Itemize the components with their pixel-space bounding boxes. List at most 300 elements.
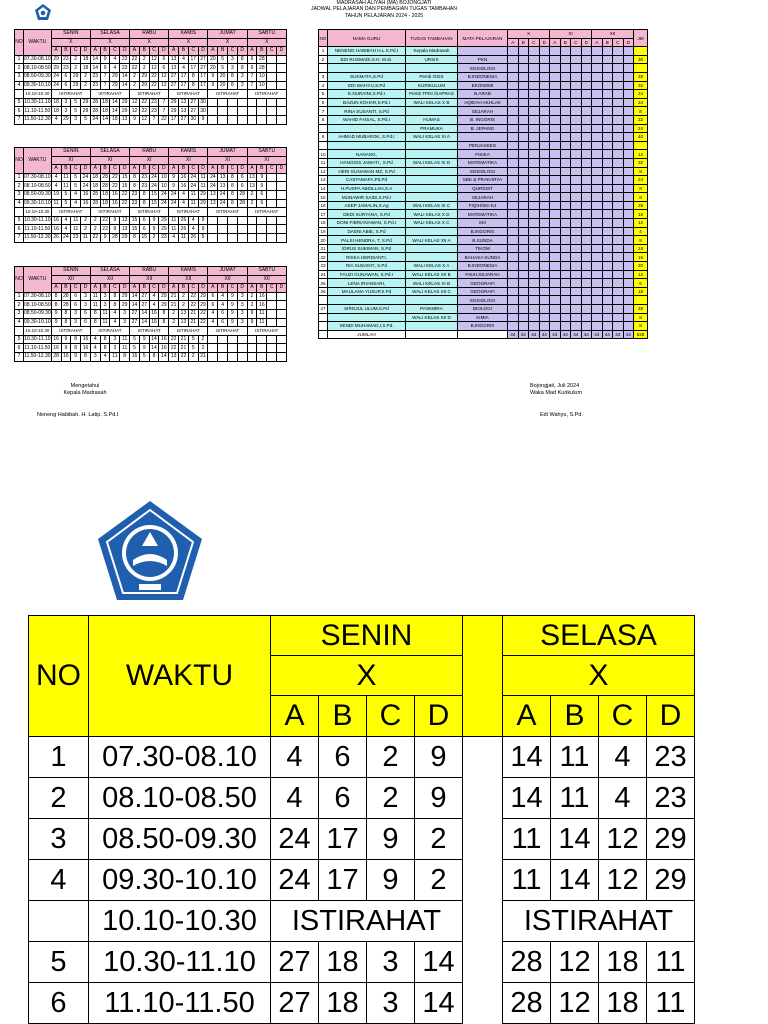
mini-code-cell: 29 xyxy=(81,107,91,116)
mini-code-cell xyxy=(267,173,277,182)
teacher-load-cell xyxy=(560,98,571,107)
mini-code-cell: 28 xyxy=(90,190,100,199)
teacher-total-row xyxy=(319,330,648,339)
teacher-load-cell xyxy=(560,150,571,159)
teacher-code-cell: 9 xyxy=(415,778,463,819)
mini-code-cell: 27 xyxy=(188,98,198,107)
mini-code-cell: 13 xyxy=(169,64,179,73)
teacher-jm: 30 xyxy=(634,55,648,64)
mini-code-cell: 23 xyxy=(120,55,130,64)
teacher-load-cell xyxy=(602,296,613,305)
mini-code-cell xyxy=(208,225,218,234)
mini-code-cell: 4 xyxy=(51,173,61,182)
teacher-name: BAZUN KOHAR,S.Pd.I xyxy=(328,98,406,107)
mini-class-header: B xyxy=(218,47,228,56)
teacher-row xyxy=(319,313,648,322)
mini-class-header: B xyxy=(139,47,149,56)
mini-code-cell xyxy=(267,344,277,353)
mini-time-slot: 08.50-09.30 xyxy=(24,310,51,317)
teacher-code-cell: 14 xyxy=(415,942,463,983)
mini-day-header: SABTU xyxy=(247,148,286,157)
teacher-subject: BAHASA SUNDA xyxy=(458,253,508,262)
mini-code-cell: 7 xyxy=(159,107,169,116)
teacher-row xyxy=(319,176,648,185)
mini-code-cell: 6 xyxy=(218,309,228,318)
column-gap xyxy=(463,860,503,901)
teacher-load-cell xyxy=(550,124,561,133)
class-header: B xyxy=(551,696,599,737)
mini-code-cell: 18 xyxy=(90,173,100,182)
mini-code-cell: 30 xyxy=(188,115,198,124)
mini-code-cell: 4 xyxy=(110,55,120,64)
mini-day-header: JUMAT xyxy=(208,267,247,276)
mini-code-cell: 11 xyxy=(71,225,81,234)
teacher-task: WALI KELAS XII A xyxy=(406,236,458,245)
mini-code-cell: 3 xyxy=(71,309,81,318)
mini-time-slot: 07.30-08.10 xyxy=(24,293,51,300)
teacher-load-cell xyxy=(529,279,540,288)
mini-code-cell: 8 xyxy=(120,352,130,361)
teacher-number xyxy=(319,141,328,150)
teacher-load-cell xyxy=(560,201,571,210)
teacher-subject: SEJARAH xyxy=(458,193,508,202)
mini-time-slot: 10.10-10.30 xyxy=(25,91,50,97)
teacher-name: RISKA HERDIANTI, xyxy=(328,253,406,262)
teacher-load-cell xyxy=(592,107,603,116)
mini-grade-header: XI xyxy=(169,156,208,165)
mini-code-cell: 7 xyxy=(159,98,169,107)
teacher-load-cell xyxy=(550,81,561,90)
mini-code-cell: 28 xyxy=(100,182,110,191)
mini-break-label: ISTIRAHAT xyxy=(90,208,129,217)
teacher-load-cell xyxy=(571,176,582,185)
mini-class-header: D xyxy=(237,165,247,174)
teacher-load-cell xyxy=(592,158,603,167)
mini-code-cell: 4 xyxy=(110,64,120,73)
mini-code-cell: 29 xyxy=(139,81,149,90)
teacher-load-cell xyxy=(592,287,603,296)
teacher-row xyxy=(319,305,648,314)
mini-code-cell: 8 xyxy=(159,309,169,318)
mini-code-cell: 2 xyxy=(130,81,140,90)
mini-code-cell: 2 xyxy=(81,225,91,234)
teacher-load-cell xyxy=(581,184,592,193)
mini-class-header: B xyxy=(179,165,189,174)
mini-class-header: D xyxy=(237,284,247,293)
teacher-number: 16 xyxy=(320,203,326,209)
teacher-load-cell xyxy=(581,279,592,288)
teacher-number: 23 xyxy=(320,263,326,269)
teacher-load-cell xyxy=(539,141,550,150)
teacher-load-cell xyxy=(508,47,519,56)
teacher-task: WALI KELAS X B xyxy=(406,98,458,107)
teacher-load-cell xyxy=(550,270,561,279)
teacher-load-cell xyxy=(529,167,540,176)
teacher-load-cell xyxy=(581,141,592,150)
teacher-load-cell xyxy=(508,219,519,228)
teacher-load-cell xyxy=(623,107,634,116)
mini-day-header: RABU xyxy=(130,148,169,157)
teacher-load-cell xyxy=(518,133,529,142)
teacher-load-cell xyxy=(571,244,582,253)
mini-class-header: B xyxy=(218,165,228,174)
mini-code-cell: 6 xyxy=(237,173,247,182)
jm-header: JM xyxy=(634,30,648,47)
teacher-class-header: B xyxy=(602,38,613,47)
mini-schedule-row xyxy=(15,81,287,90)
mini-break-label: ISTIRAHAT xyxy=(208,90,247,99)
mini-code-cell xyxy=(228,352,238,361)
mini-code-cell xyxy=(237,98,247,107)
teacher-load-cell xyxy=(518,64,529,73)
teacher-row xyxy=(319,158,648,167)
mini-code-cell: 2 xyxy=(81,72,91,81)
class-header: C xyxy=(367,696,415,737)
teacher-code-cell: 29 xyxy=(647,819,695,860)
mini-class-header: B xyxy=(100,165,110,174)
mini-row-number: 4 xyxy=(15,318,24,327)
mini-code-cell xyxy=(277,301,287,310)
teacher-jm: 28 xyxy=(634,305,648,314)
mini-grade-header: XI xyxy=(208,156,247,165)
mini-code-cell xyxy=(277,190,287,199)
teacher-load-cell xyxy=(623,313,634,322)
teacher-jm: 32 xyxy=(634,115,648,124)
row-number: 1 xyxy=(29,737,89,778)
mini-code-cell: 27 xyxy=(198,64,208,73)
mini-code-cell: 29 xyxy=(51,64,61,73)
mini-class-header: C xyxy=(188,284,198,293)
mini-time-slot: 11.50-12.30 xyxy=(24,116,51,123)
teacher-subject: SKI xyxy=(458,219,508,228)
mini-code-cell: 8 xyxy=(61,309,71,318)
teacher-load-cell xyxy=(508,322,519,331)
mini-code-cell: 8 xyxy=(130,173,140,182)
teacher-task xyxy=(406,141,458,150)
mini-time-slot: 10.30-11.10 xyxy=(24,336,51,343)
mini-code-cell xyxy=(277,72,287,81)
mini-time-slot: 10.10-10.30 xyxy=(25,209,50,215)
teacher-load-cell xyxy=(602,107,613,116)
mini-schedule-row xyxy=(15,301,287,310)
mini-code-cell: 8 xyxy=(71,335,81,344)
teacher-load-cell xyxy=(539,219,550,228)
mini-code-cell: 2 xyxy=(149,233,159,242)
teacher-load-cell xyxy=(539,244,550,253)
mini-schedule-row xyxy=(15,233,287,242)
teacher-name-header: NAMA GURU xyxy=(328,30,406,47)
mini-code-cell: 13 xyxy=(120,216,130,225)
teacher-name: EDI RUSMADI,S.H. M.Si. xyxy=(328,55,406,64)
mini-day-header: SENIN xyxy=(51,30,90,39)
mini-row-number: 3 xyxy=(15,309,24,318)
teacher-row xyxy=(319,81,648,90)
mini-code-cell: 19 xyxy=(51,190,61,199)
mini-class-header: B xyxy=(257,284,267,293)
mini-code-cell: 9 xyxy=(208,81,218,90)
mini-break-label: ISTIRAHAT xyxy=(247,90,286,99)
mini-code-cell: 29 xyxy=(198,190,208,199)
teacher-load-cell xyxy=(529,98,540,107)
teacher-code-cell: 2 xyxy=(367,778,415,819)
teacher-load-cell xyxy=(571,47,582,56)
teacher-load-cell xyxy=(623,253,634,262)
teacher-subject-header: MATA PELAJARAN xyxy=(458,30,508,47)
mini-code-cell: 6 xyxy=(81,318,91,327)
mini-code-cell: 29 xyxy=(159,216,169,225)
teacher-load-cell xyxy=(518,141,529,150)
teacher-load-cell xyxy=(518,227,529,236)
teacher-load-cell xyxy=(623,322,634,331)
mini-code-cell: 11 xyxy=(81,233,91,242)
teacher-name: DONI FIBRIANAWAN, S.Pd.I xyxy=(328,219,406,228)
teacher-row xyxy=(319,219,648,228)
teacher-load-cell xyxy=(560,193,571,202)
teacher-load-cell xyxy=(529,141,540,150)
mini-code-cell: 21 xyxy=(179,344,189,353)
mini-code-cell: 22 xyxy=(100,225,110,234)
mini-code-cell: 8 xyxy=(139,199,149,208)
class-header: B xyxy=(319,696,367,737)
teacher-load-cell xyxy=(518,184,529,193)
mini-code-cell: 5 xyxy=(139,352,149,361)
mini-code-cell: 13 xyxy=(120,225,130,234)
mini-time-slot: 11.50-12.30 xyxy=(24,353,51,360)
teacher-row xyxy=(319,107,648,116)
mini-code-cell: 13 xyxy=(169,352,179,361)
teacher-load-cell xyxy=(602,279,613,288)
mini-class-header: C xyxy=(188,165,198,174)
teacher-row xyxy=(319,98,648,107)
mini-class-header: C xyxy=(188,47,198,56)
mini-code-cell: 23 xyxy=(90,81,100,90)
teacher-load-cell xyxy=(529,124,540,133)
mini-code-cell: 21 xyxy=(188,309,198,318)
mini-class-header: A xyxy=(208,165,218,174)
teacher-load-cell xyxy=(592,167,603,176)
row-number: 4 xyxy=(29,860,89,901)
class-header: D xyxy=(647,696,695,737)
mini-class-header: A xyxy=(51,284,61,293)
mini-code-cell: 4 xyxy=(169,233,179,242)
mini-class-header: B xyxy=(257,165,267,174)
teacher-task xyxy=(406,322,458,331)
teacher-code-cell: 18 xyxy=(319,983,367,1024)
mini-code-cell xyxy=(257,344,267,353)
teacher-load-cell xyxy=(508,184,519,193)
mini-class-header: D xyxy=(81,47,91,56)
teacher-class-header: C xyxy=(529,38,540,47)
teacher-code-cell: 24 xyxy=(271,860,319,901)
mini-code-cell: 2 xyxy=(169,318,179,327)
time-slot: 11.10-11.50 xyxy=(89,983,271,1024)
mini-code-cell: 4 xyxy=(179,55,189,64)
mini-code-cell: 8 xyxy=(228,81,238,90)
mini-code-cell xyxy=(218,352,228,361)
mini-code-cell: 24 xyxy=(51,81,61,90)
mini-code-cell: 16 xyxy=(51,335,61,344)
mini-grade-header: XII xyxy=(130,275,169,284)
mini-code-cell xyxy=(267,335,277,344)
teacher-load-cell xyxy=(571,210,582,219)
mini-class-header: A xyxy=(208,284,218,293)
mini-code-cell xyxy=(257,225,267,234)
teacher-load-cell xyxy=(592,141,603,150)
mini-code-cell: 29 xyxy=(81,98,91,107)
teacher-load-cell xyxy=(508,210,519,219)
teacher-load-cell xyxy=(539,107,550,116)
teacher-load-cell xyxy=(560,115,571,124)
teacher-task: WALI KELAS XI D xyxy=(406,158,458,167)
mini-class-header: D xyxy=(198,165,208,174)
teacher-jm: 16 xyxy=(634,253,648,262)
teacher-load-cell xyxy=(508,124,519,133)
mini-class-header: D xyxy=(120,284,130,293)
mini-code-cell: 22 xyxy=(120,199,130,208)
mini-code-cell xyxy=(267,199,277,208)
mini-code-cell: 16 xyxy=(51,344,61,353)
teacher-subject: BIOLOGI xyxy=(458,305,508,314)
mini-grade-header: X xyxy=(169,38,208,47)
teacher-load-cell xyxy=(550,141,561,150)
teacher-load-cell xyxy=(560,219,571,228)
teacher-load-cell xyxy=(581,201,592,210)
mini-code-cell: 5 xyxy=(61,199,71,208)
mini-code-cell: 8 xyxy=(228,173,238,182)
mini-time-slot: 11.50-12.30 xyxy=(24,234,51,241)
teacher-load-cell xyxy=(623,98,634,107)
mini-break-label: ISTIRAHAT xyxy=(90,90,129,99)
mini-code-cell: 3 xyxy=(61,98,71,107)
mini-code-cell: 27 xyxy=(130,309,140,318)
mini-class-header: C xyxy=(149,284,159,293)
mini-code-cell: 9 xyxy=(110,216,120,225)
teacher-load-cell xyxy=(539,90,550,99)
teacher-load-cell xyxy=(518,158,529,167)
mini-code-cell: 29 xyxy=(120,233,130,242)
mini-code-cell: 20 xyxy=(218,81,228,90)
teacher-load-cell xyxy=(539,55,550,64)
teacher-load-cell xyxy=(581,287,592,296)
teacher-load-cell xyxy=(518,55,529,64)
teacher-row xyxy=(319,167,648,176)
mini-code-cell xyxy=(247,352,257,361)
mini-code-cell: 2 xyxy=(139,55,149,64)
mini-time-slot: 10.30-11.10 xyxy=(24,217,51,224)
document-title: JADWAL PELAJARAN DAN PEMBAGIAN TUGAS TAMBAHAN xyxy=(310,6,458,13)
teacher-load-cell xyxy=(539,296,550,305)
mini-code-cell: 3 xyxy=(110,335,120,344)
mini-code-cell: 16 xyxy=(81,335,91,344)
mini-code-cell: 27 xyxy=(179,115,189,124)
mini-time-slot: 10.30-11.10 xyxy=(24,99,51,106)
teacher-name: NANANG, xyxy=(328,150,406,159)
mini-code-cell: 12 xyxy=(149,55,159,64)
mini-code-cell: 26 xyxy=(51,233,61,242)
teacher-name: IDRUS SUKIMAN, S.Pd xyxy=(328,244,406,253)
teacher-task: WALI KELAS XII B xyxy=(406,270,458,279)
total-cell: 44 xyxy=(508,330,519,339)
teacher-code-cell: 27 xyxy=(271,942,319,983)
teacher-name: DAENI ABIE, S.Pd xyxy=(328,227,406,236)
teacher-load-cell xyxy=(581,262,592,271)
mini-code-cell: 23 xyxy=(61,64,71,73)
mini-code-cell: 17 xyxy=(179,72,189,81)
teacher-subject: B. JEPANG xyxy=(458,124,508,133)
teacher-code-cell: 4 xyxy=(599,737,647,778)
teacher-load-cell xyxy=(560,107,571,116)
mini-code-cell xyxy=(247,335,257,344)
teacher-load-cell xyxy=(529,64,540,73)
mini-code-cell: 24 xyxy=(149,182,159,191)
teacher-load-cell xyxy=(508,244,519,253)
teacher-load-cell xyxy=(550,201,561,210)
mini-code-cell xyxy=(247,107,257,116)
teacher-number: 17 xyxy=(320,211,326,217)
teacher-load-cell xyxy=(529,244,540,253)
teacher-subject xyxy=(458,133,508,142)
mini-code-cell: 29 xyxy=(71,81,81,90)
mini-code-cell: 4 xyxy=(149,301,159,310)
mini-schedule-row xyxy=(15,107,287,116)
teacher-load-cell xyxy=(581,115,592,124)
mini-code-cell xyxy=(277,98,287,107)
mini-code-cell: 13 xyxy=(208,190,218,199)
teacher-load-cell xyxy=(581,253,592,262)
teacher-load-cell xyxy=(623,236,634,245)
mini-code-cell: 8 xyxy=(130,182,140,191)
teacher-subject: B. INGGRIS xyxy=(458,115,508,124)
teacher-load-cell xyxy=(550,287,561,296)
mini-code-cell: 6 xyxy=(159,64,169,73)
teacher-load-cell xyxy=(550,55,561,64)
teacher-load-cell xyxy=(592,219,603,228)
teacher-load-cell xyxy=(592,305,603,314)
mini-class-header: A xyxy=(169,47,179,56)
teacher-name: MAULANA YUSUP,S.Pd xyxy=(328,287,406,296)
schedule-row xyxy=(29,860,695,901)
mini-code-cell: 24 xyxy=(61,233,71,242)
teacher-load-cell xyxy=(560,296,571,305)
teacher-load-cell xyxy=(539,115,550,124)
mini-grade-header: X xyxy=(51,38,90,47)
mini-code-cell: 29 xyxy=(51,55,61,64)
mini-code-cell xyxy=(247,344,257,353)
mini-code-cell xyxy=(228,107,238,116)
teacher-load-cell xyxy=(623,210,634,219)
mini-class-header: A xyxy=(130,165,140,174)
teacher-number: 26 xyxy=(320,289,326,295)
mini-time-slot: 07.30-08.10 xyxy=(24,56,51,63)
mini-grade-header: XI xyxy=(130,156,169,165)
mini-code-cell: 6 xyxy=(81,309,91,318)
mini-code-cell: 4 xyxy=(61,216,71,225)
mini-code-cell: 23 xyxy=(149,98,159,107)
mini-code-cell xyxy=(218,98,228,107)
mini-code-cell: 4 xyxy=(90,344,100,353)
teacher-load-cell xyxy=(539,167,550,176)
mini-code-cell xyxy=(218,225,228,234)
mini-code-cell xyxy=(277,352,287,361)
mini-time-slot: 09.30-10.10 xyxy=(24,318,51,325)
row-number: 6 xyxy=(29,983,89,1024)
mini-row-number: 1 xyxy=(15,173,24,182)
mini-code-cell: 4 xyxy=(71,190,81,199)
teacher-load-cell xyxy=(518,287,529,296)
teacher-number: 10 xyxy=(320,151,326,157)
mini-code-cell: 8 xyxy=(110,292,120,301)
teacher-number: 8 xyxy=(319,115,328,124)
